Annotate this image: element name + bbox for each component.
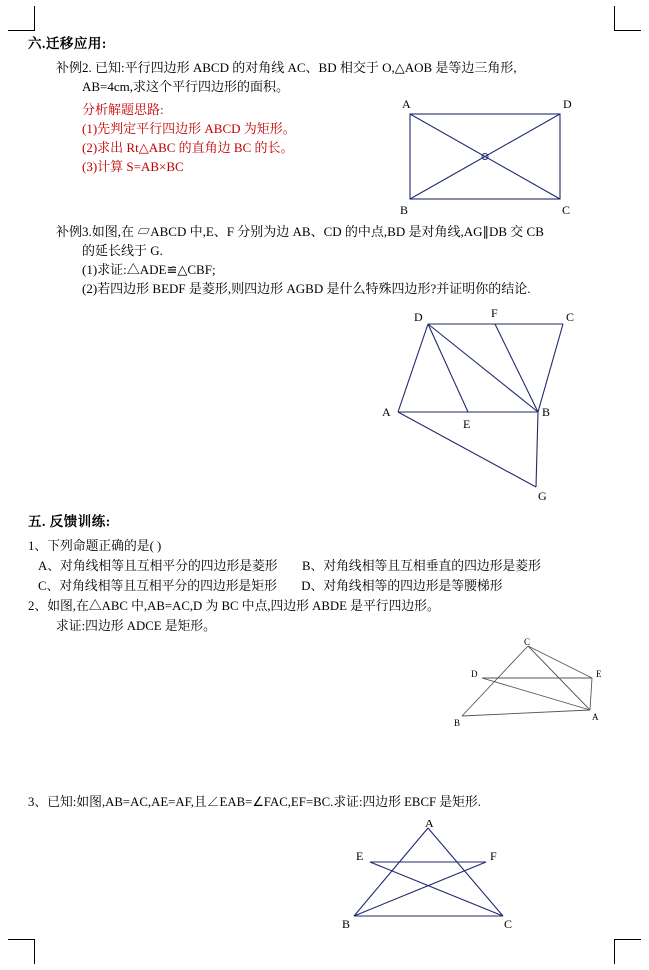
question-3: 3、已知:如图,AB=AC,AE=AF,且∠EAB=∠FAC,EF=BC.求证:四边形 EBCF 是矩形. xyxy=(28,795,481,809)
example3-line2: 的延长线于 G. xyxy=(82,243,163,258)
crop-mark-top-right-v xyxy=(614,6,615,31)
question-1-option-b: B、对角线相等且互相垂直的四边形是菱形 xyxy=(302,559,541,573)
figure-parallelogram-agbd xyxy=(358,302,649,512)
question-1-option-d: D、对角线相等的四边形是等腰梯形 xyxy=(301,579,503,593)
figure-rectangle-abcd xyxy=(380,92,580,232)
figure2-label-E: E xyxy=(463,417,471,431)
figure4-label-E: E xyxy=(356,849,364,863)
figure1-label-A: A xyxy=(402,97,411,111)
figure4-label-A: A xyxy=(425,820,434,830)
question-2-sub: 求证:四边形 ADCE 是矩形。 xyxy=(56,619,216,633)
example3-line1: 补例3.如图,在 ▱ABCD 中,E、F 分别为边 AB、CD 的中点,BD 是对角线,AG∥DB 交 CB xyxy=(56,224,544,239)
question-1-options-row2 xyxy=(38,576,624,596)
question-1: 1、下列命题正确的是( ) xyxy=(28,539,162,553)
figure3-label-C: C xyxy=(524,638,531,647)
crop-mark-top-left-v xyxy=(34,6,35,31)
figure-triangle-ebcf xyxy=(318,820,649,930)
figure3-label-E: E xyxy=(596,669,602,679)
analysis-title: 分析解题思路: xyxy=(82,102,164,117)
example3-item-2: (2)若四边形 BEDF 是菱形,则四边形 AGBD 是什么特殊四边形?并证明你的结论. xyxy=(82,281,531,296)
crop-mark-bottom-right-h xyxy=(615,939,641,940)
figure3-label-D: D xyxy=(471,669,478,679)
crop-mark-top-right-h xyxy=(615,30,641,31)
example3-item-1: (1)求证:△ADE≌△CBF; xyxy=(82,262,216,277)
question-2: 2、如图,在△ABC 中,AB=AC,D 为 BC 中点,四边形 ABDE 是平行四边形。 xyxy=(28,599,440,613)
figure3-label-B: B xyxy=(454,718,461,728)
figure4-label-B: B xyxy=(342,917,351,930)
figure-triangle-abdE xyxy=(440,638,649,734)
crop-mark-bottom-left-v xyxy=(34,939,35,964)
question-1-options-row1 xyxy=(38,556,624,576)
analysis-step-3: (3)计算 S=AB×BC xyxy=(82,159,184,174)
figure2-label-B: B xyxy=(542,405,551,419)
question-1-option-c: C、对角线相等且互相平分的四边形是矩形 xyxy=(38,579,277,593)
section-heading-feedback: 五. 反馈训练: xyxy=(28,514,111,529)
figure3-label-A: A xyxy=(592,712,599,722)
section-heading-migration: 六.迁移应用: xyxy=(28,36,107,51)
figure1-label-C: C xyxy=(562,203,571,217)
crop-mark-top-left-h xyxy=(8,30,34,31)
figure2-label-A: A xyxy=(382,405,391,419)
figure4-label-C: C xyxy=(504,917,513,930)
figure2-label-C: C xyxy=(566,310,575,324)
figure1-label-D: D xyxy=(563,97,572,111)
figure4-label-F: F xyxy=(490,849,497,863)
analysis-step-2: (2)求出 Rt△ABC 的直角边 BC 的长。 xyxy=(82,140,294,155)
figure2-label-D: D xyxy=(414,310,423,324)
question-1-option-a: A、对角线相等且互相平分的四边形是菱形 xyxy=(38,559,278,573)
crop-mark-bottom-left-h xyxy=(8,939,34,940)
figure1-label-B: B xyxy=(400,203,409,217)
figure2-label-F: F xyxy=(491,306,498,320)
figure2-label-G: G xyxy=(538,489,547,503)
document-content xyxy=(28,32,624,930)
example2-line1: 补例2. 已知:平行四边形 ABCD 的对角线 AC、BD 相交于 O,△AOB 是等边三角形, xyxy=(56,60,517,75)
analysis-step-1: (1)先判定平行四边形 ABCD 为矩形。 xyxy=(82,121,296,136)
example2-line2: AB=4cm,求这个平行四边形的面积。 xyxy=(82,79,290,94)
crop-mark-bottom-right-v xyxy=(614,939,615,964)
